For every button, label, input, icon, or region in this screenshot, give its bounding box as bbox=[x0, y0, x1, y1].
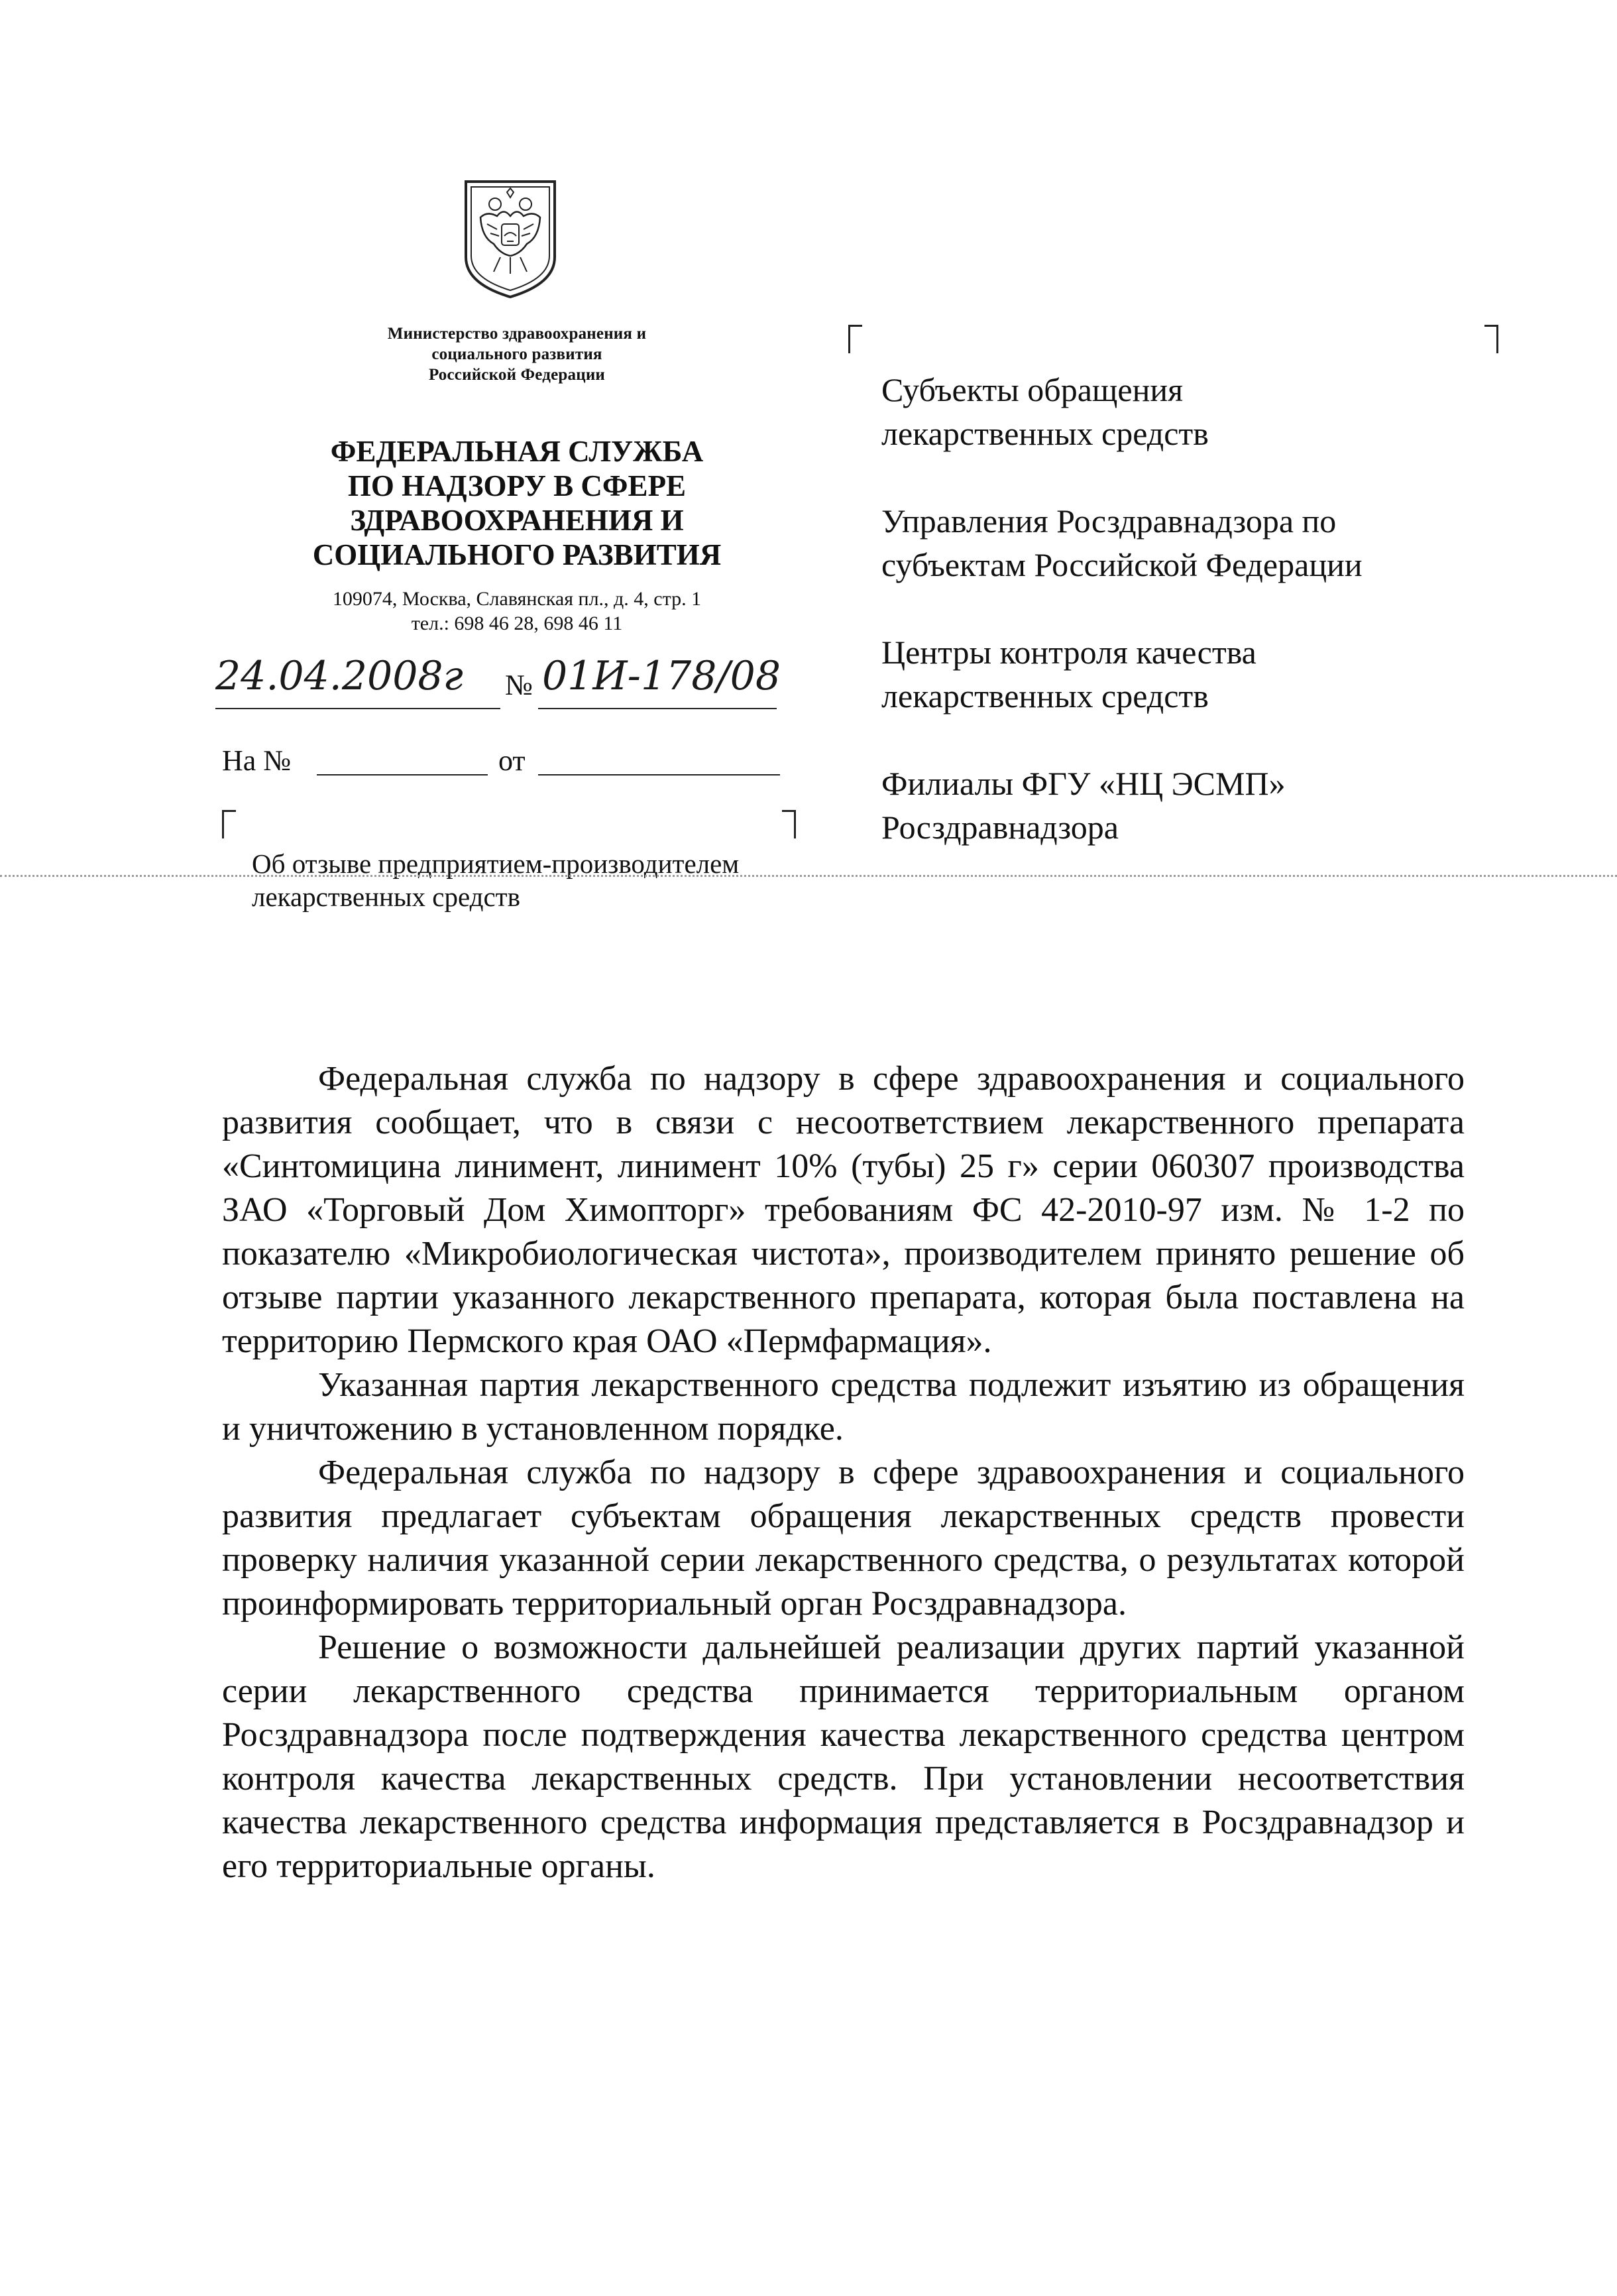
recipient-line: субъектам Российской Федерации bbox=[881, 546, 1363, 583]
ref-from-line bbox=[538, 774, 780, 775]
agency-line: СОЦИАЛЬНОГО РАЗВИТИЯ bbox=[312, 538, 722, 571]
recipient-line: Управления Росздравнадзора по bbox=[881, 502, 1337, 540]
recipient-line: Центры контроля качества bbox=[881, 634, 1256, 671]
agency-line: ФЕДЕРАЛЬНАЯ СЛУЖБА bbox=[330, 435, 704, 468]
body-paragraph: Решение о возможности дальнейшей реализации других партий указанной серии лекарственного средства принимается территориальным органом Росздравнадзора после подтверждения качества лекарственного средства центром контроля качества лекарственных средств. При установлении несоответствия качества лекарственного средства информация представляется в Росздравнадзор и его территориальные органы. bbox=[222, 1629, 1465, 1885]
recipient-group bbox=[881, 630, 1544, 718]
handwritten-number: 01И-178/08 bbox=[542, 653, 781, 699]
agency-line: ПО НАДЗОРУ В СФЕРЕ bbox=[347, 469, 687, 502]
subject-bracket-right bbox=[782, 810, 796, 838]
fold-line bbox=[0, 875, 1617, 877]
recipient-line: лекарственных средств bbox=[881, 677, 1209, 715]
recipient-line: Субъекты обращения bbox=[881, 371, 1184, 408]
body-paragraph: Указанная партия лекарственного средства подлежит изъятию из обращения и уничтожению в установленном порядке. bbox=[222, 1366, 1465, 1448]
recipients-bracket-left bbox=[848, 325, 862, 353]
ministry-line: Российской Федерации bbox=[428, 366, 606, 384]
recipient-line: Росздравнадзора bbox=[881, 809, 1119, 846]
address-line: 109074, Москва, Славянская пл., д. 4, стр. 1 bbox=[332, 588, 702, 610]
recipient-group bbox=[881, 499, 1544, 587]
subject-text: лекарственных средств bbox=[252, 882, 520, 912]
agency-name bbox=[245, 434, 789, 572]
recipient-group bbox=[881, 368, 1544, 455]
recipient-group bbox=[881, 762, 1544, 849]
recipient-line: лекарственных средств bbox=[881, 415, 1209, 452]
ref-from-label: от bbox=[498, 744, 526, 777]
body-paragraph: Федеральная служба по надзору в сфере здравоохранения и социального развития сообщает, что в связи с несоответствием лекарственного препарата «Синтомицина линимент, линимент 10% (тубы) 25 г» серии 060307 производства ЗАО «Торговый Дом Химопторг» требованиям ФС 42-2010-97 изм. № 1-2 по показателю «Микробиологическая чистота», производителем принято решение об отзыве партии указанного лекарственного препарата, которая была поставлена на территорию Пермского края ОАО «Пермфармация». bbox=[222, 1060, 1465, 1360]
ministry-name bbox=[311, 323, 722, 385]
recipients-bracket-right bbox=[1484, 325, 1498, 353]
subject-text: Об отзыве предприятием-производителем bbox=[252, 848, 740, 879]
number-underline bbox=[538, 708, 777, 709]
agency-address bbox=[245, 587, 789, 636]
ministry-line: социального развития bbox=[431, 345, 602, 363]
subject-bracket-left bbox=[222, 810, 236, 838]
letter-body bbox=[222, 1057, 1465, 1888]
ref-number-label: На № bbox=[222, 744, 292, 777]
ministry-line: Министерство здравоохранения и bbox=[387, 325, 647, 343]
ref-number-line bbox=[317, 774, 488, 775]
subject-line bbox=[252, 847, 739, 913]
recipients-block bbox=[881, 368, 1544, 893]
number-label: № bbox=[505, 669, 533, 701]
recipient-line: Филиалы ФГУ «НЦ ЭСМП» bbox=[881, 765, 1286, 802]
handwritten-date: 24.04.2008г bbox=[215, 653, 463, 699]
coat-of-arms-emblem bbox=[461, 178, 560, 300]
date-underline bbox=[215, 708, 500, 709]
address-line: тел.: 698 46 28, 698 46 11 bbox=[411, 612, 623, 634]
body-paragraph: Федеральная служба по надзору в сфере здравоохранения и социального развития предлагает субъектам обращения лекарственных средств провести проверку наличия указанной серии лекарственного средства, о результатах которой проинформировать территориальный орган Росздравнадзора. bbox=[222, 1454, 1465, 1623]
agency-line: ЗДРАВООХРАНЕНИЯ И bbox=[350, 504, 684, 537]
